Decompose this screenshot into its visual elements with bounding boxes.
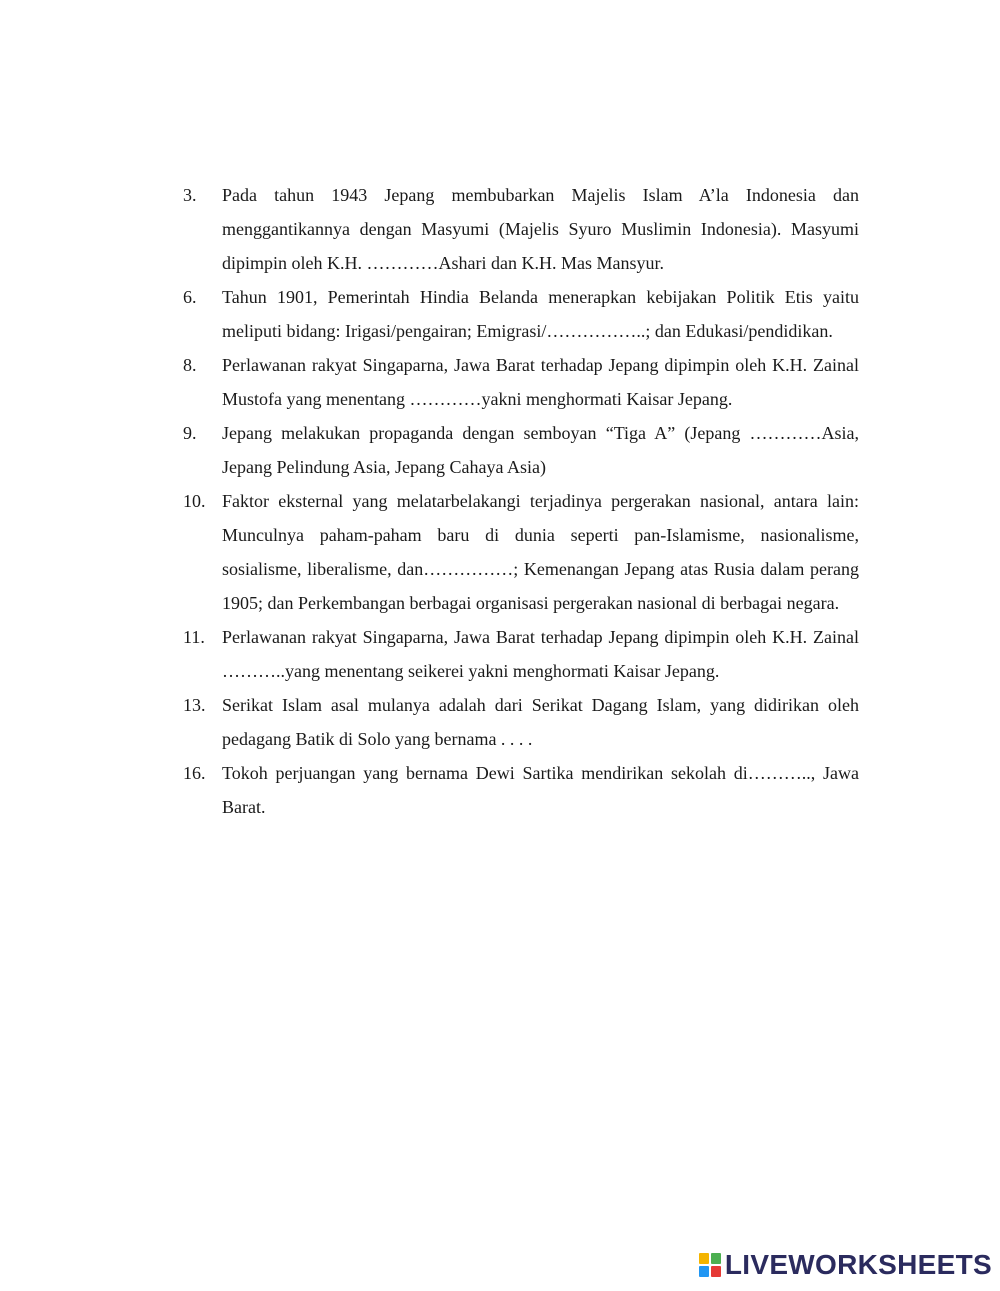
question-number: 11.: [183, 627, 205, 647]
brand-wordmark: LIVEWORKSHEETS: [724, 1249, 992, 1280]
question-number: 9.: [183, 423, 197, 443]
logo-tile-icon: [711, 1266, 721, 1277]
question-item: [183, 280, 859, 348]
question-text: Tahun 1901, Pemerintah Hindia Belanda menerapkan kebijakan Politik Etis yaitu meliputi bidang: Irigasi/pengairan; Emigrasi/……………..; dan Edukasi/pendidikan.: [222, 287, 859, 341]
logo-tile-icon: [699, 1253, 709, 1264]
liveworksheets-logo: [699, 1251, 992, 1279]
question-number: 8.: [183, 355, 197, 375]
question-item: [183, 416, 859, 484]
question-number: 13.: [183, 695, 206, 715]
question-text: Perlawanan rakyat Singaparna, Jawa Barat terhadap Jepang dipimpin oleh K.H. Zainal Mustofa yang menentang …………yakni menghormati Kaisar Jepang.: [222, 355, 859, 409]
question-text: Tokoh perjuangan yang bernama Dewi Sartika mendirikan sekolah di……….., Jawa Barat.: [222, 763, 859, 817]
question-number: 16.: [183, 763, 206, 783]
question-number: 6.: [183, 287, 197, 307]
question-item: [183, 688, 859, 756]
question-item: [183, 178, 859, 280]
question-text: Pada tahun 1943 Jepang membubarkan Majelis Islam A’la Indonesia dan menggantikannya dengan Masyumi (Majelis Syuro Muslimin Indonesia). Masyumi dipimpin oleh K.H. …………Ashari dan K.H. Mas Mansyur.: [222, 185, 859, 273]
question-item: [183, 620, 859, 688]
question-item: [183, 756, 859, 824]
question-list: [183, 178, 859, 824]
question-item: [183, 484, 859, 620]
question-text: Faktor eksternal yang melatarbelakangi terjadinya pergerakan nasional, antara lain: Munculnya paham-paham baru di dunia seperti pan-Islamisme, nasionalisme, sosialisme, liberalisme, dan……………; Kemenangan Jepang atas Rusia dalam perang 1905; dan Perkembangan berbagai organisasi pergerakan nasional di berbagai negara.: [222, 491, 859, 613]
logo-tile-icon: [699, 1266, 709, 1277]
question-number: 3.: [183, 185, 197, 205]
question-number: 10.: [183, 491, 206, 511]
question-text: Perlawanan rakyat Singaparna, Jawa Barat terhadap Jepang dipimpin oleh K.H. Zainal ………..yang menentang seikerei yakni menghormati Kaisar Jepang.: [222, 627, 859, 681]
question-item: [183, 348, 859, 416]
liveworksheets-icon: [699, 1253, 721, 1277]
logo-tile-icon: [711, 1253, 721, 1264]
question-text: Jepang melakukan propaganda dengan semboyan “Tiga A” (Jepang …………Asia, Jepang Pelindung Asia, Jepang Cahaya Asia): [222, 423, 859, 477]
question-text: Serikat Islam asal mulanya adalah dari Serikat Dagang Islam, yang didirikan oleh pedagang Batik di Solo yang bernama . . . .: [222, 695, 859, 749]
